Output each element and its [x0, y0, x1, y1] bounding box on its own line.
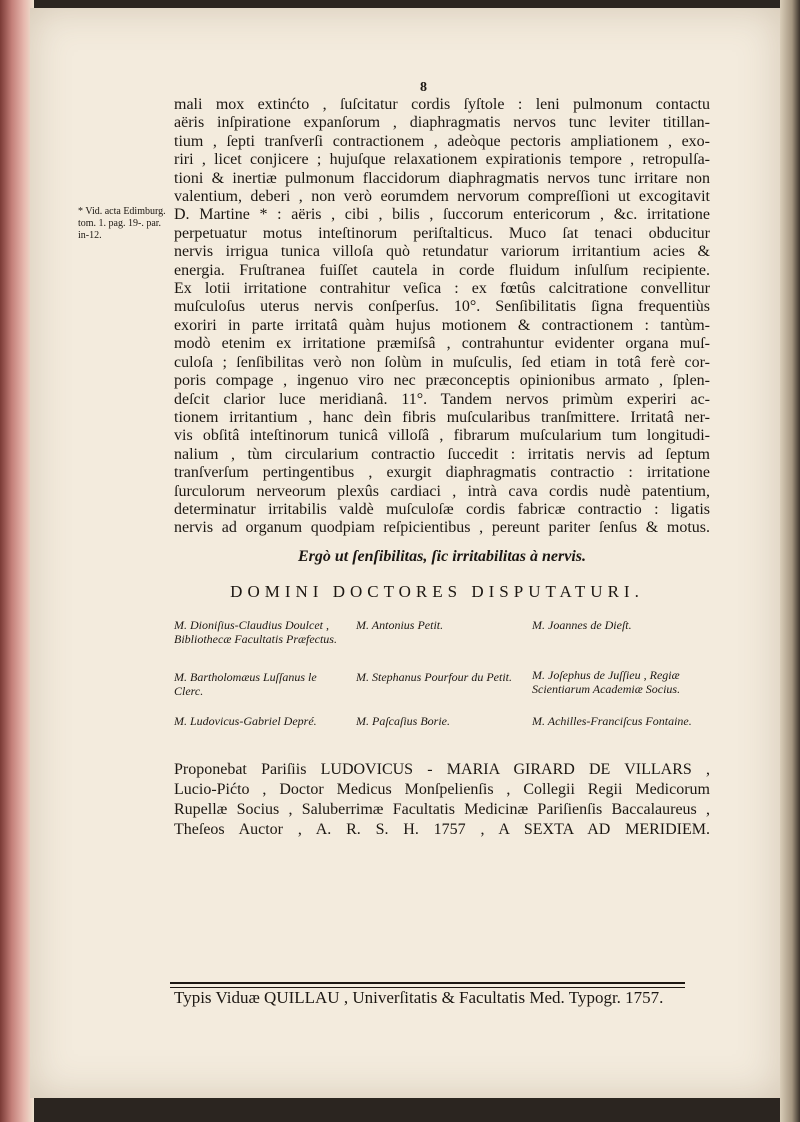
doctor-entry: M. Achilles-Franciſcus Fontaine.	[532, 714, 692, 728]
text-line: vis obſitâ inteſtinorum tunicâ villoſâ , fibrarum muſcularium tum longitudi-	[174, 427, 710, 445]
text-line: tioni & inertiæ pulmonum flaccidorum diaphragmatis nervos tunc irritare non	[174, 169, 710, 187]
text-line: perpetuatur motus inteſtinorum periſtalticus. Muco ſat tenaci obducitur	[174, 224, 710, 242]
book-binding-edge	[0, 0, 34, 1122]
text-line: modò etenim ex irritatione præmiſsâ , contrahuntur evidenter organa muſ-	[174, 335, 710, 353]
text-line: nervis ad organum quodpiam reſpicientibus , pereunt pariter ſenſus & motus.	[174, 519, 710, 537]
doctor-entry: M. Joannes de Dieſt.	[532, 618, 632, 632]
main-text	[174, 96, 710, 538]
text-line: poris compage , ingenuo viro nec præconceptis opinionibus armato , ſplen-	[174, 372, 710, 390]
text-line: energia. Fruſtranea fuiſſet cautela in corde fluidum inſulſum recipiente.	[174, 261, 710, 279]
text-line: Ex lotii irritatione contrahitur veſica : ex fœtûs calcitratione convellitur	[174, 280, 710, 298]
text-line: riri , licet conjicere ; hujuſque relaxationem expirationis tempore , retropulſa-	[174, 151, 710, 169]
text-line: mali mox extinćto , ſuſcitatur cordis ſyſtole : leni pulmonum contactu	[174, 96, 710, 113]
text-line: tranſverſum pertingentibus , exurgit diaphragmatis contractio : irritatione	[174, 464, 710, 482]
proponebat-line: Proponebat Pariſiis LUDOVICUS - MARIA GIRARD DE VILLARS ,	[174, 761, 710, 778]
text-line: deſcit clarior luce meridianâ. 11°. Tandem nervos primùm experiri ac-	[174, 390, 710, 408]
doctors-heading: DOMINI DOCTORES DISPUTATURI.	[230, 582, 644, 601]
page-number: 8	[420, 80, 427, 95]
proponebat-line: Theſeos Auctor , A. R. S. H. 1757 , A SEXTA AD MERIDIEM.	[174, 821, 710, 838]
thesis-statement: Ergò ut ſenſibilitas, ſic irritabilitas à nervis.	[297, 548, 587, 565]
margin-note: * Vid. acta Edimburg. tom. 1. pag. 19-. par. in-12.	[78, 206, 166, 241]
text-line: muſculoſus uterus nervis conſperſus. 10°. Senſibilitatis ſigna frequentiùs	[174, 298, 710, 316]
text-line: tium , ſepti tranſverſi contractionem , adeòque pectoris ampliationem , exo-	[174, 132, 710, 150]
printer-imprint: Typis Viduæ QUILLAU , Univerſitatis & Facultatis Med. Typogr. 1757.	[174, 988, 664, 1007]
text-line: exoriri in parte irritatâ quàm hujus motionem & contractionem : tantùm-	[174, 316, 710, 334]
text-line: nervis irrigua tunica villoſa quò retundatur variorum irritantium acies &	[174, 243, 710, 261]
text-line: culoſa ; ſenſibilitas verò non ſolùm in muſculis, ſed etiam in totâ ferè cor-	[174, 353, 710, 371]
text-line: ſurculorum nerveorum plexûs cardiaci , intrà cava cordis nudè patentium,	[174, 482, 710, 500]
text-line: tionem irritantium , hanc deìn fibris muſcularibus tranſmittere. Irritatâ ner-	[174, 408, 710, 426]
page-edge-right	[780, 0, 800, 1122]
doctor-entry: M. Bartholomæus Luſſanus le Clerc.	[174, 670, 317, 698]
proponebat-block	[174, 760, 710, 840]
proponebat-line: Rupellæ Socius , Saluberrimæ Facultatis Medicinæ Pariſienſis Baccalaureus ,	[174, 801, 710, 818]
doctor-entry: M. Joſephus de Juſſieu , Regiæ Scientiarum Academiæ Socius.	[532, 668, 681, 696]
text-line: valentium, deberi , non verò eorumdem nervorum compreſſioni ut excogitavit	[174, 188, 710, 206]
doctor-entry: M. Antonius Petit.	[356, 618, 444, 632]
proponebat-line: Lucio-Pićto , Doctor Medicus Monſpelienſis , Collegii Regii Medicorum	[174, 781, 710, 798]
text-line: aëris inſpiratione expanſorum , diaphragmatis nervos tunc leviter titillan-	[174, 114, 710, 132]
doctor-entry: M. Ludovicus-Gabriel Depré.	[174, 714, 317, 728]
doctor-entry: M. Stephanus Pourfour du Petit.	[356, 670, 512, 684]
text-line: determinatur irritabilis valdè muſculoſæ cordis fabricæ contractio : ligatis	[174, 500, 710, 518]
text-line: D. Martine * : aëris , cibi , bilis , ſuccorum entericorum , &c. irritatione	[174, 206, 710, 224]
doctor-entry: M. Dioniſius-Claudius Doulcet , Bibliothecæ Facultatis Præfectus.	[174, 618, 337, 646]
doctor-entry: M. Paſcaſius Borie.	[356, 714, 450, 728]
text-line: nalium , tùm circularium contractio ſuccedit : irritatis nervis ad ſeptum	[174, 445, 710, 463]
